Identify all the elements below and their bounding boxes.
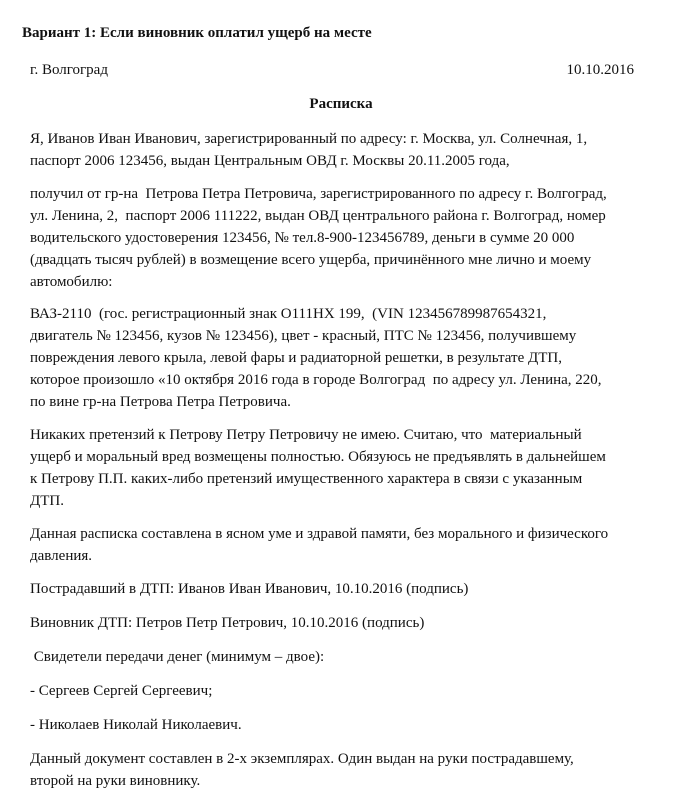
variant-heading: Вариант 1: Если виновник оплатил ущерб на месте [22, 25, 372, 41]
paragraph-4-line: Никаких претензий к Петрову Петру Петровичу не имею. Считаю, что материальный [30, 427, 582, 443]
paragraph-2-line: автомобилю: [30, 274, 113, 290]
document-date: 10.10.2016 [566, 62, 634, 78]
paragraph-3-line: которое произошло «10 октября 2016 года в городе Волгоград по адресу ул. Ленина, 220, [30, 372, 602, 388]
paragraph-4-line: ущерб и моральный вред возмещены полностью. Обязуюсь не предъявлять в дальнейшем [30, 449, 606, 465]
paragraph-3-line: ВАЗ-2110 (гос. регистрационный знак О111НХ 199, (VIN 123456789987654321, [30, 306, 547, 322]
paragraph-2-line: (двадцать тысяч рублей) в возмещение всего ущерба, причинённого мне лично и моему [30, 252, 592, 268]
paragraph-2-line: водительского удостоверения 123456, № тел.8-900-123456789, деньги в сумме 20 000 [30, 230, 575, 246]
paragraph-1-line: паспорт 2006 123456, выдан Центральным ОВД г. Москвы 20.11.2005 года, [30, 153, 510, 169]
victim-signature-line: Пострадавший в ДТП: Иванов Иван Иванович, 10.10.2016 (подпись) [30, 581, 469, 597]
paragraph-2-line: ул. Ленина, 2, паспорт 2006 111222, выдан ОВД центрального района г. Волгоград, номер [30, 208, 606, 224]
paragraph-2-line: получил от гр-на Петрова Петра Петровича, зарегистрированного по адресу г. Волгоград, [30, 186, 607, 202]
paragraph-3-line: по вине гр-на Петрова Петра Петровича. [30, 394, 291, 410]
witness-item: - Сергеев Сергей Сергеевич; [30, 683, 213, 699]
witness-item: - Николаев Николай Николаевич. [30, 717, 242, 733]
document-title: Расписка [309, 96, 373, 112]
paragraph-1-line: Я, Иванов Иван Иванович, зарегистрированный по адресу: г. Москва, ул. Солнечная, 1, [30, 131, 588, 147]
paragraph-4-line: ДТП. [30, 493, 64, 509]
culprit-signature-line: Виновник ДТП: Петров Петр Петрович, 10.10.2016 (подпись) [30, 615, 425, 631]
paragraph-3-line: двигатель № 123456, кузов № 123456), цвет - красный, ПТС № 123456, получившему [30, 328, 577, 344]
final-note-line: второй на руки виновнику. [30, 773, 201, 789]
witnesses-heading: Свидетели передачи денег (минимум – двое): [30, 649, 325, 665]
paragraph-4-line: к Петрову П.П. каких-либо претензий имущественного характера в связи с указанным [30, 471, 583, 487]
paragraph-5-line: Данная расписка составлена в ясном уме и здравой памяти, без морального и физического [30, 526, 609, 542]
city: г. Волгоград [30, 62, 108, 78]
paragraph-3-line: повреждения левого крыла, левой фары и радиаторной решетки, в результате ДТП, [30, 350, 562, 366]
paragraph-5-line: давления. [30, 548, 93, 564]
final-note-line: Данный документ составлен в 2-х экземплярах. Один выдан на руки пострадавшему, [30, 751, 574, 767]
